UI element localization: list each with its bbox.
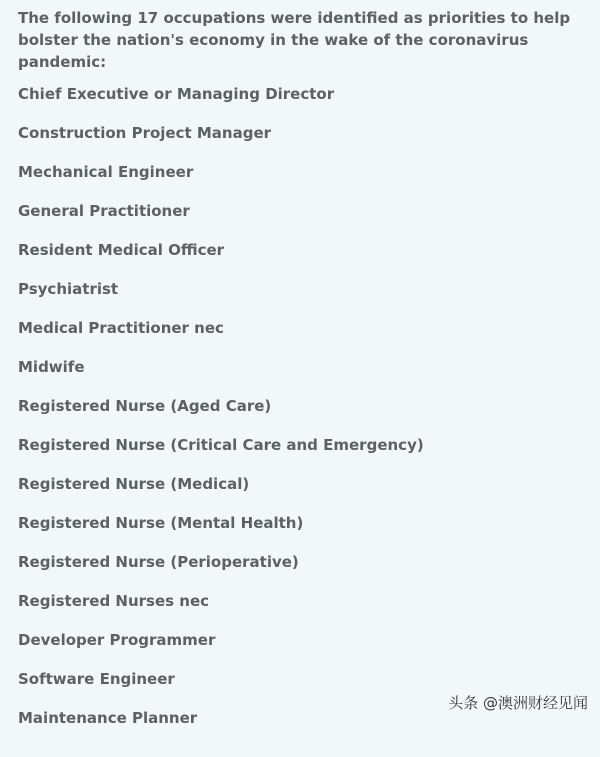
occupation-label: General Practitioner — [18, 202, 190, 220]
occupation-label: Registered Nurse (Perioperative) — [18, 553, 299, 571]
occupation-label: Registered Nurse (Aged Care) — [18, 397, 272, 415]
intro-paragraph: The following 17 occupations were identified as priorities to help bolster the nation's economy in the wake of the coronavirus pandemic: — [18, 9, 571, 71]
occupation-label: Developer Programmer — [18, 631, 216, 649]
occupation-label: Maintenance Planner — [18, 709, 198, 727]
occupation-label: Midwife — [18, 358, 85, 376]
occupation-label: Registered Nurses nec — [18, 592, 210, 610]
article-body — [18, 0, 592, 757]
occupation-label: Chief Executive or Managing Director — [18, 85, 335, 103]
occupation-label: Registered Nurse (Mental Health) — [18, 514, 304, 532]
occupation-label: Mechanical Engineer — [18, 163, 194, 181]
occupation-label: Construction Project Manager — [18, 124, 272, 142]
occupation-label: Resident Medical Officer — [18, 241, 225, 259]
occupation-label: Registered Nurse (Medical) — [18, 475, 250, 493]
occupation-label: Software Engineer — [18, 670, 175, 688]
occupation-list — [18, 85, 592, 757]
source-watermark: 头条 @澳洲财经见闻 — [448, 694, 588, 712]
list-item — [18, 709, 592, 757]
occupation-label: Psychiatrist — [18, 280, 119, 298]
occupation-label: Registered Nurse (Critical Care and Emergency) — [18, 436, 424, 454]
occupation-label: Medical Practitioner nec — [18, 319, 224, 337]
